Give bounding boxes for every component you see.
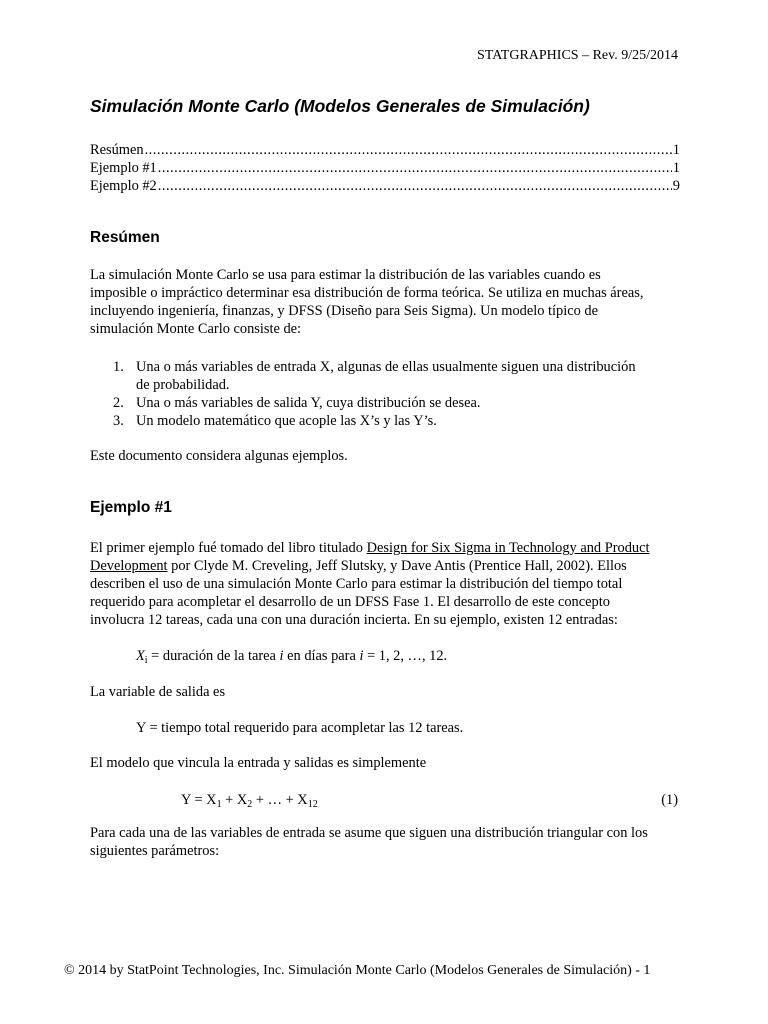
ejemplo1-paragraph	[90, 539, 682, 629]
input-variable-definition	[136, 647, 447, 665]
numbered-list	[113, 358, 681, 430]
list-item	[113, 358, 681, 394]
list-item	[113, 412, 681, 430]
equation-number: (1)	[661, 792, 678, 808]
section-heading-ejemplo-1: Ejemplo #1	[90, 499, 172, 516]
list-item-number: 2.	[113, 395, 124, 411]
equation-term: + X	[221, 792, 248, 808]
text-fragment: El primer ejemplo fué tomado del libro titulado	[90, 540, 367, 556]
toc-entry-label: Resúmen	[90, 142, 144, 158]
salida-intro-text: La variable de salida es	[90, 684, 226, 700]
text-line: requerido para acompletar el desarrollo de un DFSS Fase 1. El desarrollo de este concepto	[90, 594, 610, 610]
toc-leader-dots	[158, 177, 672, 195]
resumen-intro-paragraph	[90, 266, 682, 338]
list-item	[113, 394, 681, 412]
running-header: STATGRAPHICS – Rev. 9/25/2014	[477, 48, 678, 63]
var-i: i	[279, 648, 284, 664]
toc-entry-label: Ejemplo #1	[90, 160, 157, 176]
toc-entry-page: 1	[672, 142, 680, 158]
text-line: incluyendo ingeniería, finanzas, y DFSS (Diseño para Seis Sigma). Un modelo típico de	[90, 303, 598, 319]
text-line: siguientes parámetros:	[90, 843, 220, 859]
subscript: 1	[216, 799, 222, 810]
subscript: 2	[247, 799, 253, 810]
text-line	[90, 539, 682, 557]
text-line: La simulación Monte Carlo se usa para estimar la distribución de las variables cuando es	[90, 267, 601, 283]
output-variable-definition: Y = tiempo total requerido para acompletar las 12 tareas.	[136, 720, 464, 736]
modelo-intro-text: El modelo que vincula la entrada y salidas es simplemente	[90, 755, 427, 771]
subscript: 12	[307, 799, 318, 810]
page-footer: © 2014 by StatPoint Technologies, Inc. Simulación Monte Carlo (Modelos Generales de Simulación) - 1	[64, 963, 651, 978]
list-item-text: Una o más variables de salida Y, cuya distribución se desea.	[136, 395, 481, 411]
text-fragment: = duración de la tarea	[147, 648, 280, 664]
resumen-closing-text: Este documento considera algunas ejemplos.	[90, 448, 348, 464]
toc-entry-ejemplo-1[interactable]	[90, 159, 680, 177]
text-line: simulación Monte Carlo consiste de:	[90, 321, 302, 337]
var-x: X	[136, 648, 145, 664]
equation-1	[181, 791, 318, 809]
text-line: de probabilidad.	[136, 377, 230, 393]
toc-entry-page: 1	[672, 160, 680, 176]
toc-entry-page: 9	[672, 178, 680, 194]
text-line: describen el uso de una simulación Monte Carlo para estimar la distribución del tiempo total	[90, 576, 623, 592]
text-line: Una o más variables de entrada X, algunas de ellas usualmente siguen una distribución	[136, 359, 636, 375]
text-line	[90, 557, 682, 575]
final-paragraph	[90, 824, 682, 860]
text-line: imposible o impráctico determinar esa distribución de forma teórica. Se utiliza en muchas áreas,	[90, 285, 644, 301]
list-item-text: Un modelo matemático que acople las X’s y las Y’s.	[136, 413, 437, 429]
text-line: Para cada una de las variables de entrada se asume que siguen una distribución triangular con los	[90, 825, 648, 841]
document-title: Simulación Monte Carlo (Modelos Generales de Simulación)	[90, 96, 590, 116]
subscript-i: i	[144, 655, 148, 666]
toc-entry-ejemplo-2[interactable]	[90, 177, 680, 195]
book-title-link[interactable]: Development	[90, 558, 168, 574]
equation-term: Y = X	[181, 792, 217, 808]
toc-entry-resumen[interactable]	[90, 141, 680, 159]
text-fragment: en días para	[283, 648, 360, 664]
equation-term: + … + X	[252, 792, 308, 808]
text-fragment: por Clyde M. Creveling, Jeff Slutsky, y Dave Antis (Prentice Hall, 2002). Ellos	[167, 558, 627, 574]
list-item-number: 3.	[113, 413, 124, 429]
section-heading-resumen: Resúmen	[90, 229, 160, 246]
toc-entry-label: Ejemplo #2	[90, 178, 157, 194]
toc-leader-dots	[158, 159, 672, 177]
var-i: i	[359, 648, 364, 664]
toc-leader-dots	[145, 141, 672, 159]
table-of-contents	[90, 141, 680, 195]
book-title-link[interactable]: Design for Six Sigma in Technology and Product	[366, 540, 650, 556]
text-fragment: = 1, 2, …, 12.	[363, 648, 448, 664]
list-item-number: 1.	[113, 359, 124, 375]
list-item-text	[136, 358, 681, 394]
text-line: involucra 12 tareas, cada una con una duración incierta. En su ejemplo, existen 12 entradas:	[90, 612, 618, 628]
